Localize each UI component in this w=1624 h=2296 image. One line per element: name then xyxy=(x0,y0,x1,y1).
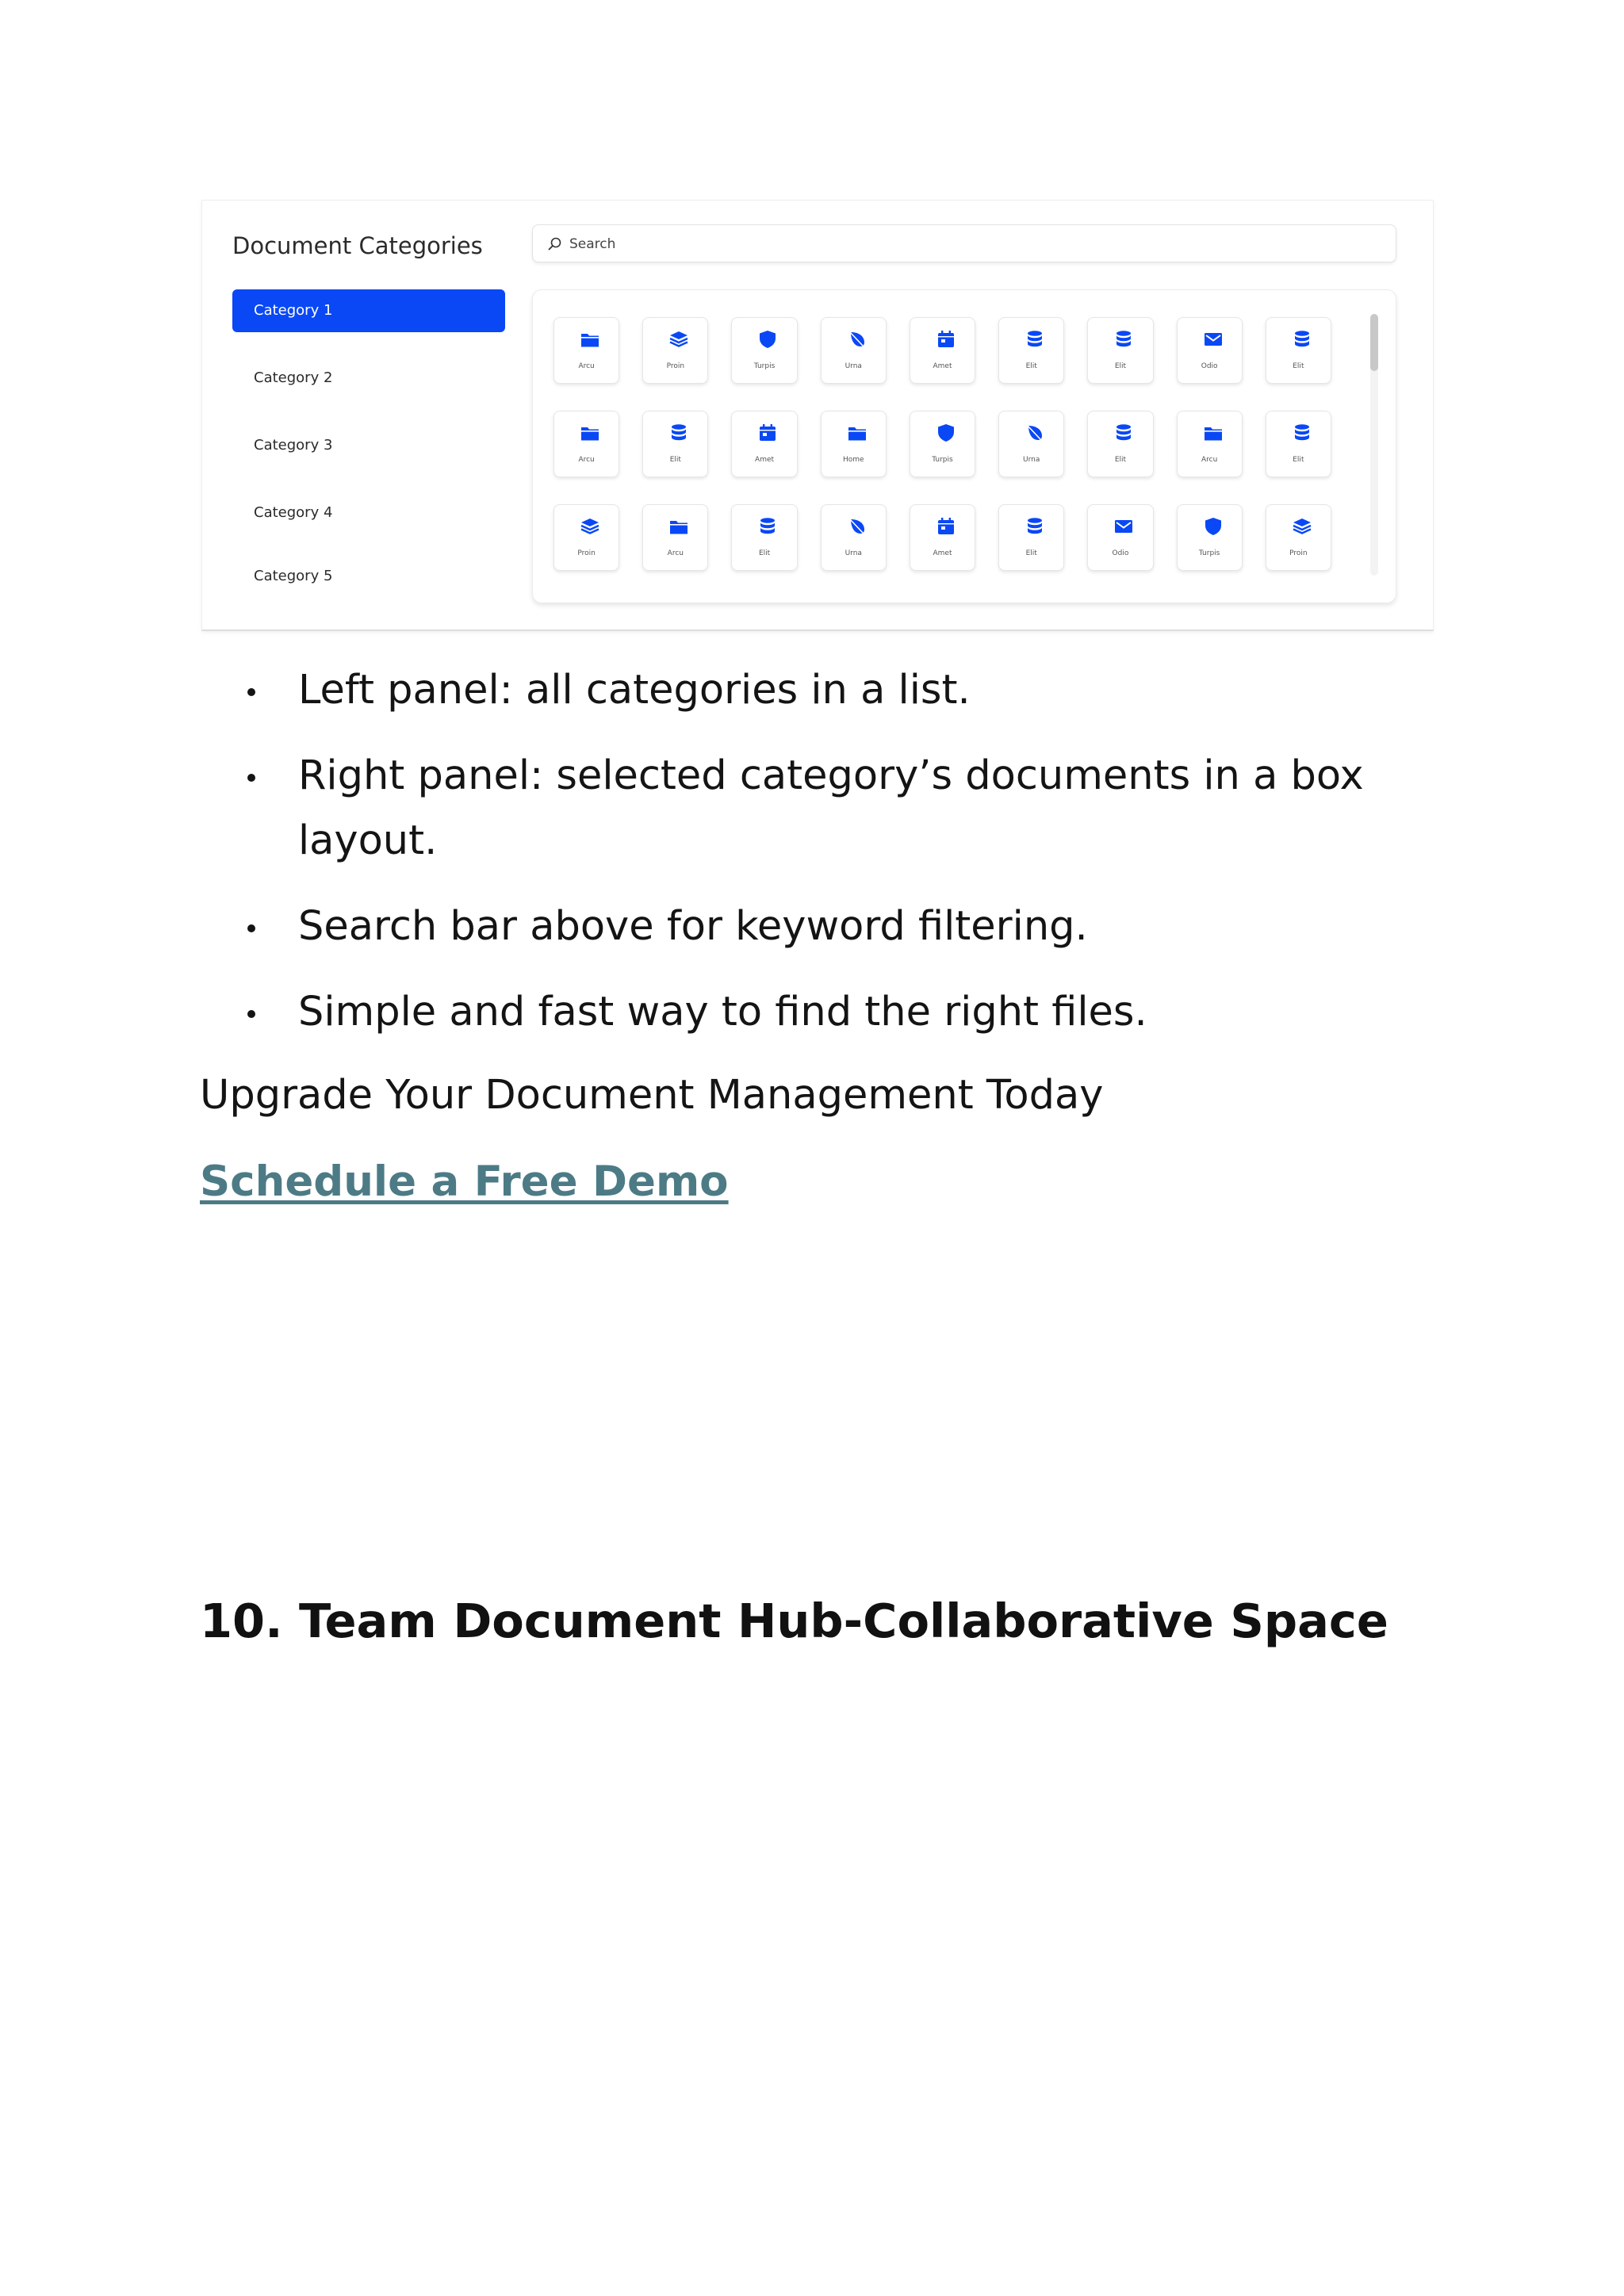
bullet-dot xyxy=(247,1010,255,1018)
tile-label: Elit xyxy=(669,456,681,464)
tile-label: Turpis xyxy=(932,456,953,464)
shield-icon xyxy=(757,329,778,350)
search-bar xyxy=(532,224,1396,262)
document-tile[interactable] xyxy=(821,504,887,571)
document-tile[interactable] xyxy=(910,504,975,571)
feature-bullet-list xyxy=(238,658,1411,1066)
cta-heading: Upgrade Your Document Management Today xyxy=(200,1072,1104,1119)
bullet-text: Right panel: selected category’s documents in a box layout. xyxy=(298,752,1364,864)
bullet-item xyxy=(238,744,1411,874)
tile-label: Elit xyxy=(1293,362,1304,370)
tile-label: Elit xyxy=(1114,362,1127,370)
tile-label: Urna xyxy=(1023,456,1040,464)
document-tile[interactable] xyxy=(553,411,619,477)
database-icon xyxy=(1292,423,1312,443)
mail-icon xyxy=(1113,516,1134,537)
layers-icon xyxy=(668,329,689,350)
document-tile[interactable] xyxy=(1177,317,1243,384)
tile-label: Elit xyxy=(1293,456,1304,464)
tile-label: Odio xyxy=(1112,549,1129,557)
document-tile[interactable] xyxy=(731,411,797,477)
folder-icon xyxy=(580,329,600,350)
calendar-icon xyxy=(936,329,956,350)
tile-label: Elit xyxy=(1025,362,1037,370)
tile-label: Arcu xyxy=(578,362,595,370)
tile-label: Elit xyxy=(1025,549,1037,557)
document-tile[interactable] xyxy=(998,317,1064,384)
document-tile[interactable] xyxy=(1087,317,1153,384)
tile-label: Odio xyxy=(1201,362,1218,370)
document-tile[interactable] xyxy=(1177,411,1243,477)
document-tile[interactable] xyxy=(642,411,708,477)
layers-icon xyxy=(1292,516,1312,537)
folder-icon xyxy=(580,423,600,443)
database-icon xyxy=(1113,423,1134,443)
tile-label: Arcu xyxy=(578,456,595,464)
bullet-dot xyxy=(247,774,255,782)
document-tile[interactable] xyxy=(731,504,797,571)
tile-label: Elit xyxy=(1114,456,1127,464)
database-icon xyxy=(1113,329,1134,350)
document-tile[interactable] xyxy=(821,317,887,384)
bullet-dot xyxy=(247,688,255,696)
category-item-4[interactable]: Category 4 xyxy=(254,504,333,521)
schedule-demo-link[interactable]: Schedule a Free Demo xyxy=(200,1158,729,1206)
document-tile[interactable] xyxy=(998,504,1064,571)
tile-label: Arcu xyxy=(667,549,684,557)
category-item-3[interactable]: Category 3 xyxy=(254,437,333,453)
bullet-item xyxy=(238,980,1411,1045)
document-tile-grid xyxy=(553,317,1354,598)
tile-label: Proin xyxy=(577,549,596,557)
tile-label: Amet xyxy=(933,362,952,370)
search-input[interactable] xyxy=(568,230,1047,258)
tile-row xyxy=(553,317,1354,411)
database-icon xyxy=(668,423,689,443)
document-tile[interactable] xyxy=(553,317,619,384)
document-tile[interactable] xyxy=(821,411,887,477)
tile-label: Arcu xyxy=(1201,456,1218,464)
bullet-text: Left panel: all categories in a list. xyxy=(298,667,971,714)
layers-icon xyxy=(580,516,600,537)
shield-icon xyxy=(1203,516,1224,537)
document-tile[interactable] xyxy=(1087,504,1153,571)
database-icon xyxy=(1025,329,1045,350)
tile-label: Elit xyxy=(758,549,771,557)
folder-icon xyxy=(1203,423,1224,443)
panel-title: Document Categories xyxy=(232,232,483,259)
document-tile[interactable] xyxy=(1177,504,1243,571)
folder-icon xyxy=(847,423,868,443)
bullet-text: Search bar above for keyword filtering. xyxy=(298,903,1088,950)
calendar-icon xyxy=(936,516,956,537)
tile-row xyxy=(553,504,1354,598)
tile-label: Amet xyxy=(755,456,775,464)
document-tile[interactable] xyxy=(910,317,975,384)
category-list xyxy=(232,289,505,622)
document-tile[interactable] xyxy=(553,504,619,571)
shield-icon xyxy=(936,423,956,443)
tile-row xyxy=(553,411,1354,504)
database-icon xyxy=(1292,329,1312,350)
grid-scrollbar[interactable] xyxy=(1370,314,1378,576)
scrollbar-thumb[interactable] xyxy=(1370,314,1378,371)
leaf-icon xyxy=(847,516,868,537)
tile-label: Amet xyxy=(933,549,952,557)
document-tile[interactable] xyxy=(910,411,975,477)
tile-label: Turpis xyxy=(753,362,776,370)
document-tile[interactable] xyxy=(642,317,708,384)
document-tile[interactable] xyxy=(1087,411,1153,477)
leaf-icon xyxy=(847,329,868,350)
tile-label: Urna xyxy=(845,549,862,557)
document-tile[interactable] xyxy=(1266,411,1331,477)
document-categories-screenshot xyxy=(201,200,1434,631)
category-item-1[interactable]: Category 1 xyxy=(232,289,505,332)
tile-label: Turpis xyxy=(1198,549,1220,557)
leaf-icon xyxy=(1025,423,1045,443)
calendar-icon xyxy=(757,423,778,443)
bullet-item xyxy=(238,658,1411,723)
document-tile[interactable] xyxy=(1266,504,1331,571)
database-icon xyxy=(757,516,778,537)
section-heading: 10. Team Document Hub-Collaborative Space xyxy=(200,1594,1388,1648)
tile-label: Urna xyxy=(845,362,862,370)
tile-label: Proin xyxy=(666,362,685,370)
bullet-item xyxy=(238,894,1411,959)
tile-label: Home xyxy=(842,456,864,464)
document-tile[interactable] xyxy=(642,504,708,571)
document-tile[interactable] xyxy=(998,411,1064,477)
folder-icon xyxy=(668,516,689,537)
database-icon xyxy=(1025,516,1045,537)
category-item-5[interactable]: Category 5 xyxy=(254,568,333,584)
search-icon xyxy=(547,236,563,252)
document-tile[interactable] xyxy=(1266,317,1331,384)
documents-grid-panel xyxy=(532,289,1396,603)
bullet-text: Simple and fast way to find the right files. xyxy=(298,989,1147,1035)
category-item-2[interactable]: Category 2 xyxy=(254,369,333,386)
document-tile[interactable] xyxy=(731,317,797,384)
tile-label: Proin xyxy=(1289,549,1308,557)
mail-icon xyxy=(1203,329,1224,350)
bullet-dot xyxy=(247,924,255,932)
